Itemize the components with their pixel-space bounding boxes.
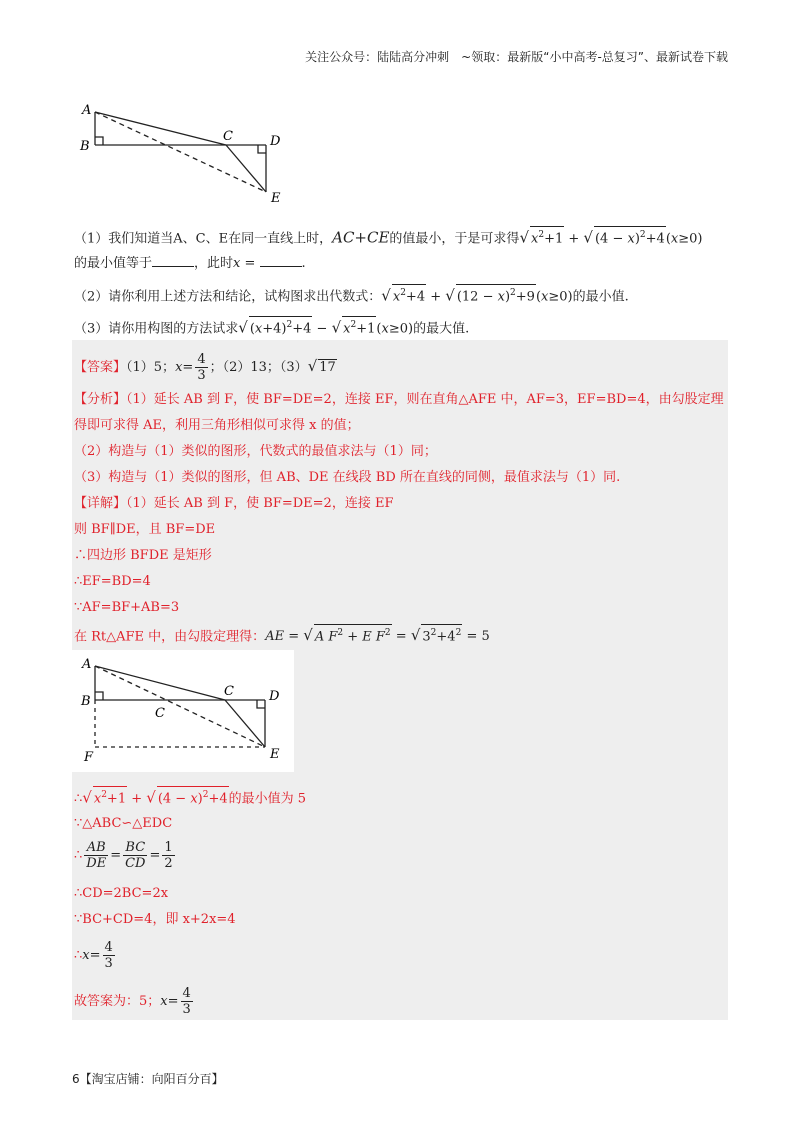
detail-line-3: ∴四边形 BFDE 是矩形 [74, 548, 212, 563]
fig2-label-A: A [82, 657, 92, 672]
fig2-label-B: B [81, 694, 91, 709]
geometry-figure-2 [72, 650, 294, 772]
fig2-label-C-top: C [224, 684, 234, 699]
answer-blank-1 [152, 254, 194, 267]
detail-line-4: ∴EF=BD=4 [74, 574, 151, 589]
label-B: B [80, 139, 90, 154]
analysis-line-3: （2）构造与（1）类似的图形，代数式的最值求法与（1）同； [74, 444, 437, 459]
detail-line-9: ∴ $\frac{AB}{DE}$ = $\frac{BC}{CD}$ = $\frac{1}{2}$ [74, 840, 173, 871]
detail-line-7: ∴√ $x^2+1$ + √ $(4 - x)^2+4$的最小值为 5 [74, 786, 306, 809]
geometry-figure-1 [78, 100, 288, 210]
label-D: D [270, 134, 281, 149]
detail-line-1: 【详解】（1）延长 AB 到 F，使 BF=DE=2，连接 EF [74, 496, 394, 511]
label-C: C [223, 129, 233, 144]
answer-blank-2 [260, 254, 302, 267]
fig2-label-E: E [270, 747, 280, 762]
detail-line-10: ∴CD=2BC=2x [74, 886, 169, 901]
fig2-label-D: D [269, 689, 280, 704]
analysis-line-2: 得即可求得 AE，利用三角形相似可求得 x 的值； [74, 418, 360, 433]
detail-line-11: ∵BC+CD=4，即 x+2x=4 [74, 912, 236, 927]
final-answer: 故答案为：5；x= $\frac{4}{3}$ [74, 986, 191, 1017]
label-E: E [271, 191, 281, 206]
detail-line-8: ∵△ABC∽△EDC [74, 816, 173, 831]
question-3: （3）请你用构图的方法试求√ $(x+4)^2+4$ − √ $x^2+1(x\ge 0)$的最大值. [74, 316, 469, 339]
detail-line-2: 则 BF∥DE，且 BF=DE [74, 522, 216, 537]
fig2-label-F: F [84, 750, 94, 765]
label-A: A [82, 103, 92, 118]
detail-line-12: ∴x= $\frac{4}{3}$ [74, 940, 113, 971]
analysis-line-1: 【分析】（1）延长 AB 到 F，使 BF=DE=2，连接 EF，则在直角△AFE 中，AF=3，EF=BD=4，由勾股定理 [74, 392, 724, 407]
question-1-line-1: （1）我们知道当A、C、E在同一直线上时，AC+CE的值最小，于是可求得√ $x^2+1$ + √ $(4 - x)^2+4(x\ge 0)$ [74, 226, 702, 249]
detail-line-6: 在 Rt△AFE 中，由勾股定理得：AE = √ A $F^2 + E$ $F^2$ = √ $3^2+4^2 = 5$ [74, 624, 490, 647]
question-2: （2）请你利用上述方法和结论，试构图求出代数式：√ $x^2+4$ + √ $(12 - x)^2+9(x\ge 0)$的最小值. [74, 284, 629, 307]
page-header: 关注公众号：陆陆高分冲刺 ~领取：最新版“小中高考-总复习”、最新试卷下载 [305, 50, 728, 64]
analysis-line-4: （3）构造与（1）类似的图形，但 AB、DE 在线段 BD 所在直线的同侧，最值求法与（1）同. [74, 470, 621, 485]
fig2-label-C-bottom: C [155, 706, 165, 721]
question-1-line-2: 的最小值等于 ，此时x = . [74, 256, 306, 271]
page-footer: 6【淘宝店铺：向阳百分百】 [72, 1072, 224, 1086]
answer-line: 【答案】（1）5；x= $\frac{4}{3}$ ；（2）13；（3）√ 17 [74, 352, 336, 383]
detail-line-5: ∵AF=BF+AB=3 [74, 600, 180, 615]
